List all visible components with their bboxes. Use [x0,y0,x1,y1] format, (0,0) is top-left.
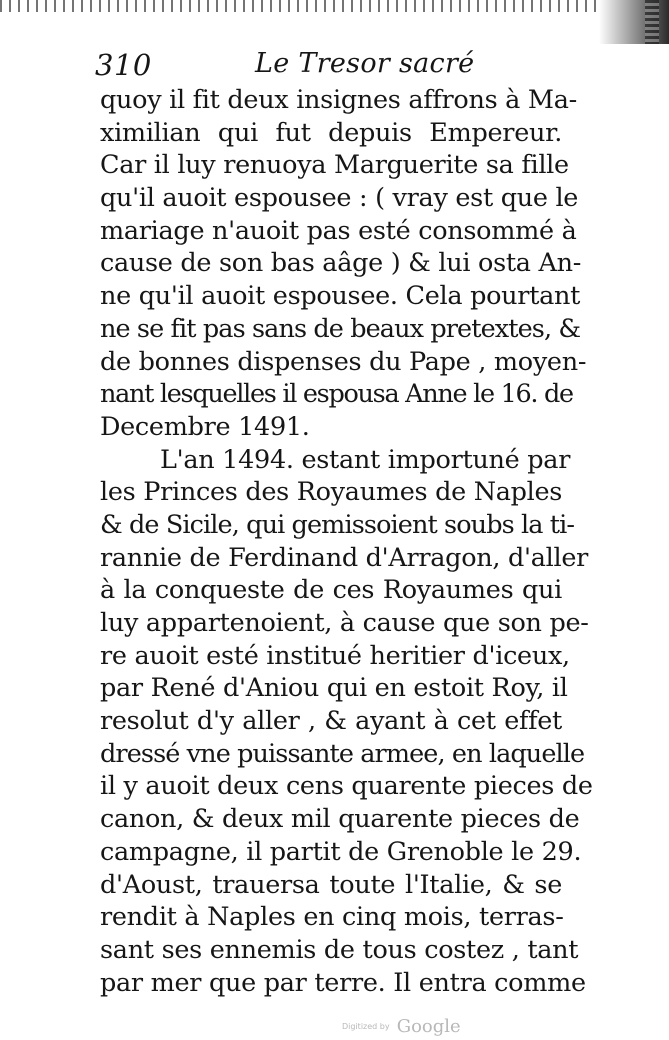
text-line: resolut d'y aller , & ayant à cet effet [100,706,562,737]
watermark-brand: Google [396,1016,461,1037]
top-edge-rule [0,0,600,12]
text-line: de bonnes dispenses du Pape , moyen- [100,346,587,377]
text-line: cause de son bas aâge ) & lui osta An- [100,248,582,279]
watermark-label: Digitized by [342,1022,390,1031]
text-line: ne qu'il auoit espousee. Cela pourtant [100,281,581,312]
text-line: campagne, il partit de Grenoble le 29. [100,836,582,867]
text-line: d'Aoust, trauersa toute l'Italie, & se [100,869,562,900]
paragraph-start-line: L'an 1494. estant importuné par [160,444,571,475]
text-line: il y auoit deux cens quarente pieces de [100,771,593,802]
text-block [100,84,593,999]
running-title: Le Tresor sacré [255,48,475,79]
text-line: & de Sicile, qui gemissoient soubs la ti- [100,509,575,540]
text-line: luy appartenoient, à cause que son pe- [100,608,589,638]
text-line: quoy il fit deux insignes affrons à Ma- [100,85,577,115]
text-line: ne se fit pas sans de beaux pretextes, & [100,313,581,344]
text-line: par mer que par terre. Il entra comme [100,967,586,998]
text-line: par René d'Aniou qui en estoit Roy, il [100,673,568,704]
text-line: sant ses ennemis de tous costez , tant [100,934,579,965]
text-line: Car il luy renuoya Marguerite sa fille [100,150,569,181]
page-header [95,48,565,84]
binding-edge [599,0,669,44]
digitization-watermark [342,1016,461,1037]
text-line: mariage n'auoit pas esté consommé à [100,215,577,246]
text-line: rendit à Naples en cinq mois, terras- [100,902,564,933]
text-line: nant lesquelles il espousa Anne le 16. de [100,379,573,410]
text-line: Decembre 1491. [100,411,310,442]
text-line: dressé vne puissante armee, en laquelle [100,738,585,769]
text-line: à la conqueste de ces Royaumes qui [100,575,562,606]
text-line: canon, & deux mil quarente pieces de [100,804,580,835]
text-line: re auoit esté institué heritier d'iceux, [100,640,570,671]
text-line: les Princes des Royaumes de Naples [100,477,563,508]
page-number: 310 [95,48,152,82]
text-line: qu'il auoit espousee : ( vray est que le [100,183,579,214]
text-line: ximilian qui fut depuis Empereur. [100,117,562,148]
text-line: rannie de Ferdinand d'Arragon, d'aller [100,542,589,573]
